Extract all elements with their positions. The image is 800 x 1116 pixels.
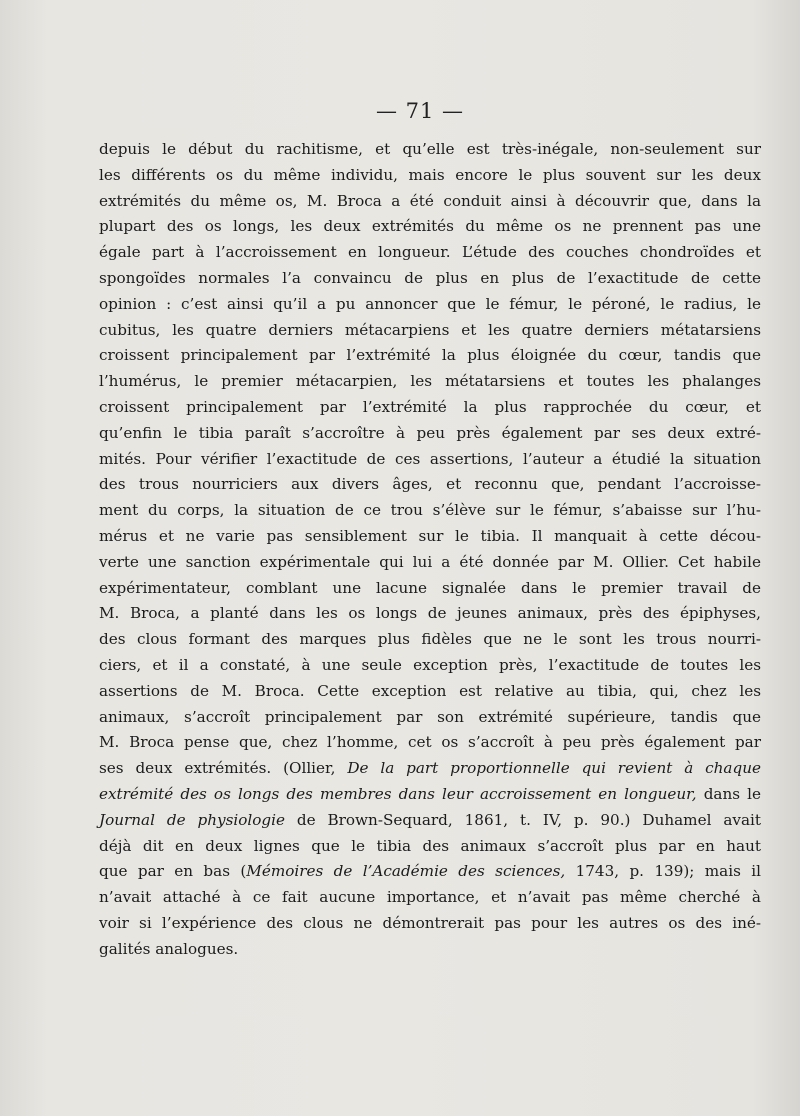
text-line: M. Broca pense que, chez l’homme, cet os s’accroît à peu près également par — [99, 733, 761, 752]
journal-title: Journal de physiologie — [99, 810, 285, 829]
text-line: mérus et ne varie pas sensiblement sur le tibia. Il manquait à cette décou- — [99, 526, 761, 545]
text-line: des trous nourriciers aux divers âges, et reconnu que, pendant l’accroisse- — [99, 475, 761, 494]
text-line: croissent principalement par l’extrémité la plus éloignée du cœur, tandis que — [99, 346, 761, 365]
text-line: opinion : c’est ainsi qu’il a pu annoncer que le fémur, le péroné, le radius, le — [99, 294, 761, 313]
text-span: de Brown-Sequard, 1861, t. IV, p. 90.) Duhamel avait — [284, 810, 761, 829]
text-line: l’humérus, le premier métacarpien, les métatarsiens et toutes les phalanges — [99, 372, 761, 391]
text-line: ciers, et il a constaté, à une seule exception près, l’exactitude de toutes les — [99, 655, 761, 674]
text-line — [99, 782, 761, 808]
text-line: des clous formant des marques plus fidèles que ne le sont les trous nourri- — [99, 630, 761, 649]
text-line: expérimentateur, comblant une lacune signalée dans le premier travail de — [99, 578, 761, 597]
text-line — [99, 756, 761, 782]
text-line: plupart des os longs, les deux extrémités du même os ne prennent pas une — [99, 217, 761, 236]
text-line: galités analogues. — [99, 939, 239, 958]
text-line: extrémités du même os, M. Broca a été conduit ainsi à découvrir que, dans la — [99, 191, 761, 210]
text-line: assertions de M. Broca. Cette exception est relative au tibia, qui, chez les — [99, 681, 761, 700]
text-line — [99, 808, 761, 834]
text-line: cubitus, les quatre derniers métacarpiens et les quatre derniers métatarsiens — [99, 320, 761, 339]
text-line: spongoïdes normales l’a convaincu de plus en plus de l’exactitude de cette — [99, 268, 761, 287]
body-text — [99, 137, 761, 963]
text-line: égale part à l’accroissement en longueur. L’étude des couches chondroïdes et — [99, 243, 761, 262]
text-line: ment du corps, la situation de ce trou s’élève sur le fémur, s’abaisse sur l’hu- — [99, 501, 761, 520]
page-number: — 71 — — [375, 99, 465, 123]
text-span: 1743, p. 139); mais il — [565, 862, 761, 881]
citation-title: Mémoires de l’Académie des sciences, — [246, 862, 566, 881]
citation-title: De la part proportionnelle qui revient à chaque — [347, 759, 761, 778]
text-line: verte une sanction expérimentale qui lui a été donnée par M. Ollier. Cet habile — [99, 552, 761, 571]
text-line: qu’enfin le tibia paraît s’accroître à peu près également par ses deux extré- — [99, 423, 761, 442]
text-line: depuis le début du rachitisme, et qu’elle est très-inégale, non-seulement sur — [99, 140, 761, 158]
text-line: croissent principalement par l’extrémité la plus rapprochée du cœur, et — [99, 397, 761, 416]
text-line: voir si l’expérience des clous ne démontrerait pas pour les autres os des iné- — [99, 913, 761, 932]
text-span: que par en bas ( — [99, 862, 247, 881]
text-line: M. Broca, a planté dans les os longs de jeunes animaux, près des épiphyses, — [99, 604, 761, 623]
text-line: n’avait attaché à ce fait aucune importance, et n’avait pas même cherché à — [99, 888, 761, 907]
text-line — [99, 859, 761, 885]
text-span: ses deux extrémités. (Ollier, — [99, 759, 348, 778]
citation-title: extrémité des os longs des membres dans leur accroissement en longueur, — [99, 784, 697, 803]
text-line: les différents os du même individu, mais encore le plus souvent sur les deux — [99, 165, 761, 184]
text-line: déjà dit en deux lignes que le tibia des animaux s’accroît plus par en haut — [99, 836, 761, 855]
text-line: animaux, s’accroît principalement par son extrémité supérieure, tandis que — [99, 707, 761, 726]
text-line: mités. Pour vérifier l’exactitude de ces assertions, l’auteur a étudié la situation — [99, 449, 761, 468]
text-span: dans le — [696, 784, 761, 803]
